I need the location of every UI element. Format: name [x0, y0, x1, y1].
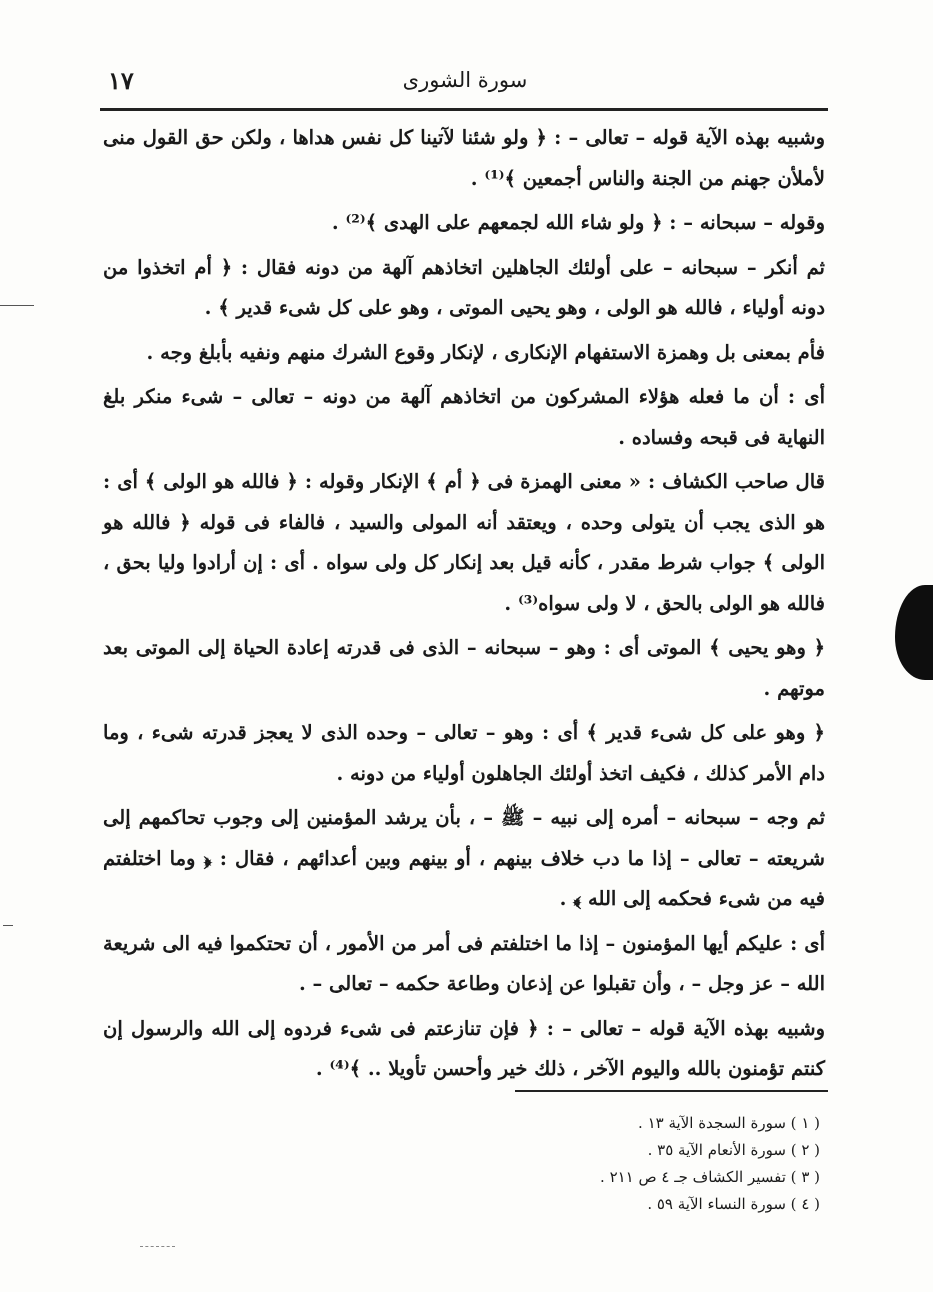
footnote: ( ١ ) سورة السجدة الآية ١٣ .	[638, 1114, 820, 1132]
footnotes	[440, 1110, 820, 1218]
paragraph: ﴿ وهو يحيى ﴾ الموتى أى : وهو – سبحانه – الذى فى قدرته إعادة الحياة إلى الموتى بعد موتهم .	[103, 636, 825, 700]
paragraph: أى : عليكم أيها المؤمنون – إذا ما اختلفتم فى أمر من الأمور ، أن تحتكموا فيه الى شريعة الله – عز وجل – ، وأن تقبلوا عن إذعان وطاعة حكمه – تعالى – .	[103, 931, 825, 995]
paragraph: وقوله – سبحانه – : ﴿ ولو شاء الله لجمعهم على الهدى ﴾⁽²⁾ .	[331, 211, 825, 234]
paragraph: وشبيه بهذه الآية قوله – تعالى – : ﴿ ولو شئنا لآتينا كل نفس هداها ، ولكن حق القول منى لأملأن جهنم من الجنة والناس أجمعين ﴾⁽¹⁾ .	[103, 126, 825, 190]
footnote-rule	[515, 1090, 828, 1092]
ink-blot	[895, 585, 933, 680]
paragraph: ثم وجه – سبحانه – أمره إلى نبيه – ﷺ – ، بأن يرشد المؤمنين إلى وجوب تحاكمهم إلى شريعته – تعالى – إذا ما دب خلاف بينهم ، أو بينهم وبين أعدائهم ، فقال : ﴿ وما اختلفتم فيه من شىء فحكمه إلى الله ﴾ .	[103, 806, 825, 910]
footnote: ( ٢ ) سورة الأنعام الآية ٣٥ .	[647, 1141, 820, 1159]
scan-mark	[140, 1246, 175, 1247]
body-text	[103, 118, 825, 1094]
scan-mark	[0, 305, 34, 306]
paragraph: وشبيه بهذه الآية قوله – تعالى – : ﴿ فإن تنازعتم فى شىء فردوه إلى الله والرسول إن كنتم تؤمنون بالله واليوم الآخر ، ذلك خير وأحسن تأويلا .. ﴾⁽⁴⁾ .	[103, 1016, 825, 1080]
paragraph: قال صاحب الكشاف : « معنى الهمزة فى ﴿ أم ﴾ الإنكار وقوله : ﴿ فالله هو الولى ﴾ أى : هو الذى يجب أن يتولى وحده ، ويعتقد أنه المولى والسيد ، فالفاء فى قوله ﴿ فالله هو الولى ﴾ جواب شرط مقدر ، كأنه قيل بعد إنكار كل ولى سواه . أى : إن أرادوا وليا بحق ، فالله هو الولى بالحق ، لا ولى سواه⁽³⁾ .	[103, 470, 825, 615]
paragraph: فأم بمعنى بل وهمزة الاستفهام الإنكارى ، لإنكار وقوع الشرك منهم ونفيه بأبلغ وجه .	[146, 340, 825, 364]
scan-mark	[3, 925, 13, 926]
header-rule	[100, 108, 828, 111]
footnote: ( ٣ ) تفسير الكشاف جـ ٤ ص ٢١١ .	[600, 1168, 820, 1186]
footnote: ( ٤ ) سورة النساء الآية ٥٩ .	[647, 1195, 820, 1213]
paragraph: ﴿ وهو على كل شىء قدير ﴾ أى : وهو – تعالى – وحده الذى لا يعجز قدرته شىء ، وما دام الأمر كذلك ، فكيف اتخذ أولئك الجاهلون أولياء من دونه .	[103, 721, 825, 785]
page-number: ١٧	[108, 66, 134, 95]
running-header	[100, 60, 830, 100]
paragraph: أى : أن ما فعله هؤلاء المشركون من اتخاذهم آلهة من دونه – تعالى – شىء منكر بلغ النهاية فى قبحه وفساده .	[103, 385, 825, 449]
surah-title: سورة الشورى	[402, 68, 528, 92]
paragraph: ثم أنكر – سبحانه – على أولئك الجاهلين اتخاذهم آلهة من دونه فقال : ﴿ أم اتخذوا من دونه أولياء ، فالله هو الولى ، وهو يحيى الموتى ، وهو على كل شىء قدير ﴾ .	[103, 255, 825, 319]
